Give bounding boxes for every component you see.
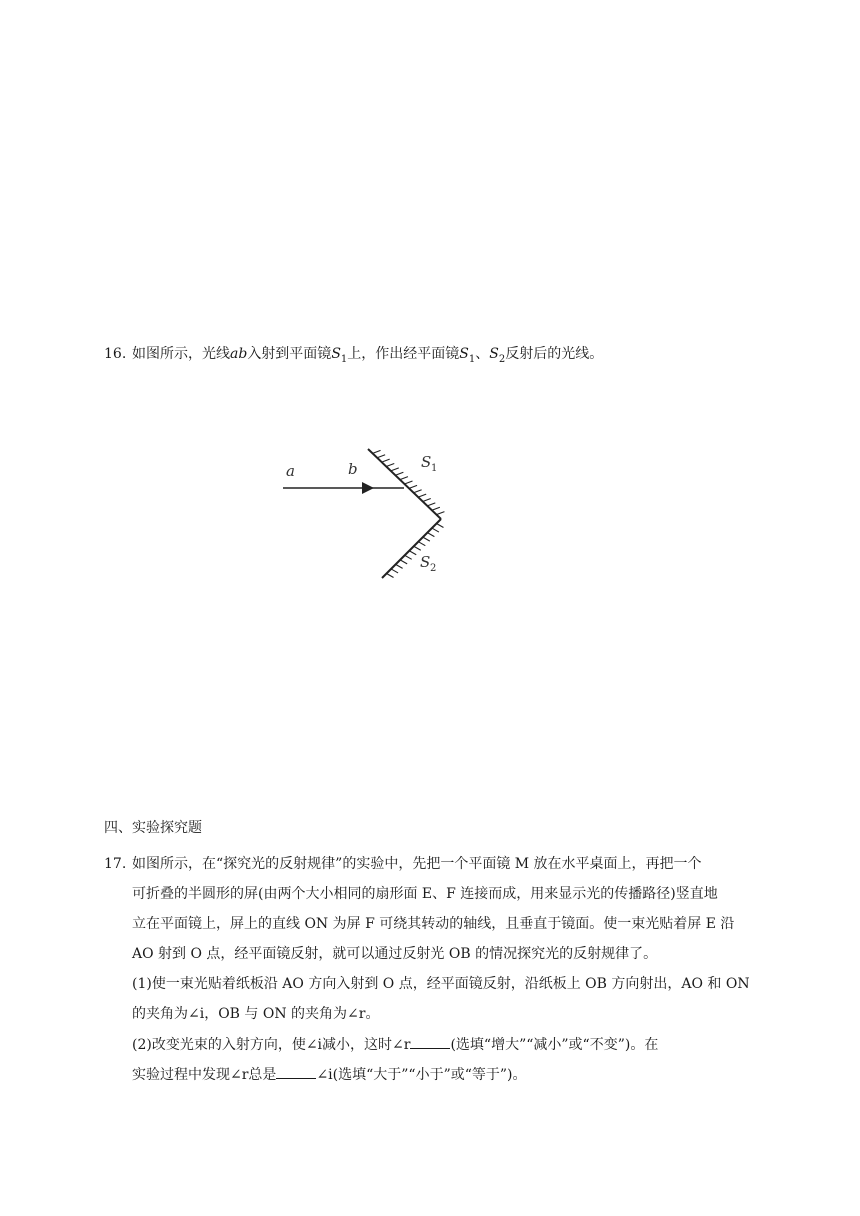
label-a: a <box>286 462 295 480</box>
label-s2: S <box>420 553 431 571</box>
q17-line-2 <box>104 884 764 914</box>
question-16 <box>104 344 603 370</box>
hatch-mark <box>382 459 390 462</box>
q17-line-5 <box>104 974 764 1004</box>
q16-text-1: 如图所示，光线 <box>132 346 230 362</box>
q16-ab: ab <box>230 346 248 362</box>
section-heading: 四、实验探究题 <box>104 820 202 836</box>
question-17 <box>104 854 764 1094</box>
q17-line-1 <box>104 854 764 884</box>
hatch-mark <box>400 560 407 564</box>
label-b: b <box>348 460 358 478</box>
hatch-mark <box>386 464 394 467</box>
q16-sub-1: 1 <box>340 353 348 365</box>
hatch-mark <box>414 490 422 493</box>
hatch-mark <box>423 537 430 541</box>
hatch-mark <box>414 546 421 550</box>
hatch-mark <box>432 507 440 510</box>
hatch-mark <box>432 528 439 532</box>
hatch-mark <box>400 477 408 480</box>
q17-part2-d: ∠i(选填“大于”“小于”或“等于”)。 <box>316 1067 527 1083</box>
hatch-mark <box>396 564 403 568</box>
q16-sub-2: 2 <box>498 353 506 365</box>
q16-text-4: 反射后的光线。 <box>505 346 604 362</box>
question-number: 16. <box>104 346 127 362</box>
q17-line-4 <box>104 944 764 974</box>
q17-text-5: (1)使一束光贴着纸板沿 AO 方向入射到 O 点，经平面镜反射，沿纸板上 OB 方向射出，AO 和 ON <box>132 976 750 992</box>
hatch-mark <box>418 494 426 497</box>
label-s1: S <box>421 453 432 471</box>
answer-blank-2[interactable] <box>276 1064 316 1079</box>
hatch-mark <box>427 533 434 537</box>
hatch-mark <box>387 573 394 577</box>
hatch-mark <box>405 555 412 559</box>
q16-mirror-s1: S <box>331 346 341 362</box>
q17-text-4: AO 射到 O 点，经平面镜反射，就可以通过反射光 OB 的情况探究光的反射规律了。 <box>132 946 658 962</box>
q16-mirror-s2: S <box>489 346 499 362</box>
q16-text-3: 上，作出经平面镜 <box>347 346 460 362</box>
hatch-mark <box>373 450 381 453</box>
arrowhead-icon <box>362 482 374 494</box>
hatch-mark <box>436 524 443 528</box>
hatch-mark <box>427 503 435 506</box>
q17-line-6 <box>104 1004 764 1034</box>
q16-text-2: 入射到平面镜 <box>247 346 332 362</box>
q17-part2-c: 实验过程中发现∠r总是 <box>132 1067 277 1083</box>
q16-sep: 、 <box>475 346 490 362</box>
hatch-mark <box>436 512 444 515</box>
hatch-mark <box>418 542 425 546</box>
label-s1-sub: 1 <box>431 463 438 474</box>
q17-text-3: 立在平面镜上，屏上的直线 ON 为屏 F 可绕其转动的轴线，且垂直于镜面。使一束光贴着屏 E 沿 <box>132 916 735 932</box>
hatch-mark <box>377 455 385 458</box>
q17-text-2: 可折叠的半圆形的屏(由两个大小相同的扇形面 E、F 连接而成，用来显示光的传播路径)竖直地 <box>132 886 718 902</box>
hatch-mark <box>405 481 413 484</box>
hatch-mark <box>391 569 398 573</box>
q17-line-7 <box>104 1034 764 1064</box>
q16-mirror-s1b: S <box>459 346 469 362</box>
q17-line-8 <box>104 1064 764 1094</box>
q17-part2-b: (选填“增大”“减小”或“不变”)。在 <box>450 1037 659 1053</box>
hatch-mark <box>395 472 403 475</box>
label-s2-sub: 2 <box>430 563 437 574</box>
hatch-mark <box>409 551 416 555</box>
q17-text-1: 如图所示，在“探究光的反射规律”的实验中，先把一个平面镜 M 放在水平桌面上，再把一个 <box>132 856 702 872</box>
q17-text-6: 的夹角为∠i，OB 与 ON 的夹角为∠r。 <box>132 1006 380 1022</box>
mirror-diagram <box>276 443 466 588</box>
hatch-mark <box>409 485 417 488</box>
hatch-mark <box>423 499 431 502</box>
hatch-mark <box>391 468 399 471</box>
answer-blank-1[interactable] <box>410 1034 450 1049</box>
q17-part2-a: (2)改变光束的入射方向，使∠i减小，这时∠r <box>132 1037 411 1053</box>
question-number: 17. <box>104 856 127 872</box>
q17-line-3 <box>104 914 764 944</box>
q16-sub-1b: 1 <box>468 353 476 365</box>
